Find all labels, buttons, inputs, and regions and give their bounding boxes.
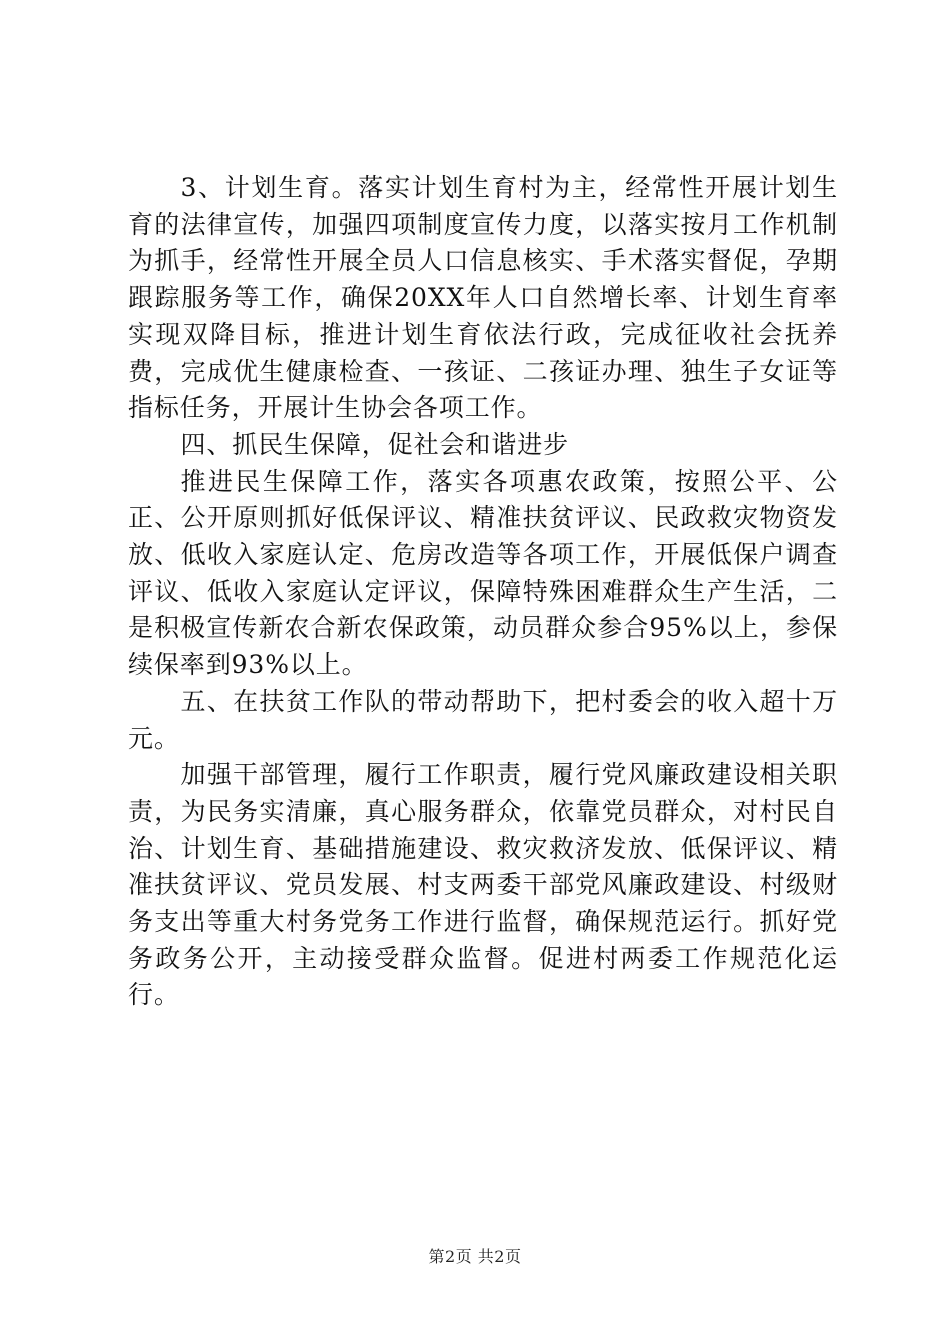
paragraph-cadre-management: 加强干部管理，履行工作职责，履行党风廉政建设相关职责，为民务实清廉，真心服务群众，依靠党员群众，对村民自治、计划生育、基础措施建设、救灾救济发放、低保评议、精准扶贫评议、党员发展、村支两委干部党风廉政建设、村级财务支出等重大村务党务工作进行监督，确保规范运行。抓好党务政务公开，主动接受群众监督。促进村两委工作规范化运行。 <box>128 760 838 1010</box>
paragraph-poverty-alleviation: 五、在扶贫工作队的带动帮助下，把村委会的收入超十万元。 <box>128 686 838 753</box>
page-footer: 第2页 共2页 <box>428 1247 522 1266</box>
section-heading-livelihood: 四、抓民生保障，促社会和谐进步 <box>180 429 570 459</box>
paragraph-family-planning: 3、计划生育。落实计划生育村为主，经常性开展计划生育的法律宣传，加强四项制度宣传力度，以落实按月工作机制为抓手，经常性开展全员人口信息核实、手术落实督促，孕期跟踪服务等工作，确保20XX年人口自然增长率、计划生育率实现双降目标，推进计划生育依法行政，完成征收社会抚养费，完成优生健康检查、一孩证、二孩证办理、独生子女证等指标任务，开展计生协会各项工作。 <box>128 173 838 423</box>
paragraph-livelihood-security: 推进民生保障工作，落实各项惠农政策，按照公平、公正、公开原则抓好低保评议、精准扶贫评议、民政救灾物资发放、低收入家庭认定、危房改造等各项工作，开展低保户调查评议、低收入家庭认定评议，保障特殊困难群众生产生活，二是积极宣传新农合新农保政策，动员群众参合95%以上，参保续保率到93%以上。 <box>128 466 838 680</box>
document-body <box>128 170 838 1014</box>
